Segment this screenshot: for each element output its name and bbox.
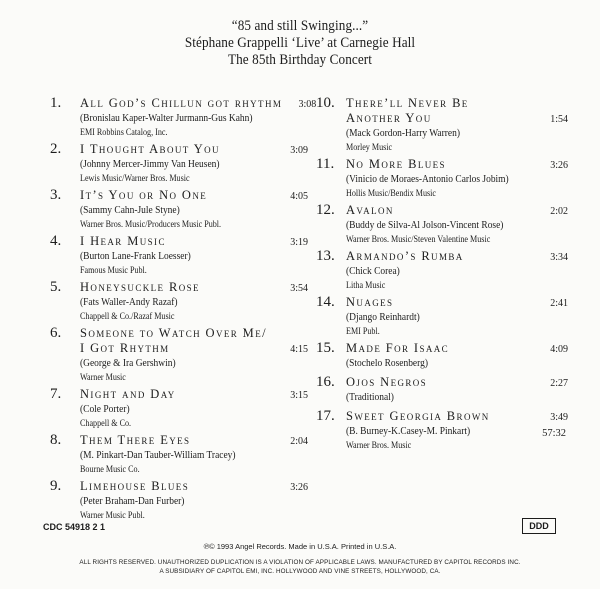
track-composers: (Chick Corea) [346, 266, 400, 277]
track-publisher: Hollis Music/Bendix Music [346, 188, 437, 198]
track-item [50, 326, 308, 383]
track-publisher: Warner Bros. Music/Steven Valentine Music [346, 234, 491, 244]
track-publisher: Morley Music [346, 142, 393, 152]
copyright-line: ℗© 1993 Angel Records. Made in U.S.A. Printed in U.S.A. [203, 542, 397, 551]
track-duration: 3:09 [290, 145, 308, 156]
track-duration: 4:15 [290, 344, 308, 355]
track-title: I Hear Music [80, 234, 166, 248]
track-composers: (Bronislau Kaper-Walter Jurmann-Gus Kahn) [80, 113, 253, 124]
track-composers: (Django Reinhardt) [346, 312, 420, 323]
track-duration: 3:34 [550, 252, 568, 263]
track-details [50, 158, 308, 184]
track-composers: (Stochelo Rosenberg) [346, 358, 428, 369]
total-time: 57:32 [542, 428, 566, 439]
track-publisher: Bourne Music Co. [80, 464, 140, 474]
track-details [316, 173, 568, 199]
track-duration: 2:04 [290, 436, 308, 447]
track-publisher: Warner Music Publ. [80, 510, 145, 520]
track-title: Honeysuckle Rose [80, 280, 200, 294]
track-duration: 2:02 [550, 206, 568, 217]
track-title: Them There Eyes [80, 433, 191, 447]
track-number: 6. [50, 325, 62, 341]
track-number: 4. [50, 233, 62, 249]
track-duration: 2:27 [550, 378, 568, 389]
track-composers: (George & Ira Gershwin) [80, 358, 176, 369]
track-item [316, 375, 568, 405]
track-details [50, 449, 308, 475]
album-title-block [0, 18, 600, 69]
track-header [50, 280, 308, 296]
track-composers: (B. Burney-K.Casey-M. Pinkart) [346, 426, 471, 437]
track-number: 5. [50, 279, 62, 295]
track-number: 14. [316, 294, 335, 310]
track-item [50, 280, 308, 322]
track-header [316, 409, 568, 425]
track-publisher: EMI Publ. [346, 326, 380, 336]
track-composers: (Peter Braham-Dan Furber) [80, 496, 185, 507]
track-header [50, 387, 308, 403]
track-publisher: Lewis Music/Warner Bros. Music [80, 173, 190, 183]
track-duration: 3:54 [290, 283, 308, 294]
track-details [316, 111, 568, 153]
track-item [50, 188, 308, 230]
tracklist-left-column [50, 95, 317, 525]
track-composers: (Traditional) [346, 392, 394, 403]
track-title: Someone to Watch Over Me/ [80, 326, 267, 340]
track-duration: 1:54 [550, 114, 568, 125]
track-composers: (Cole Porter) [80, 404, 130, 415]
track-item [50, 234, 308, 276]
track-item [50, 387, 308, 429]
track-number: 17. [316, 408, 335, 424]
track-details [50, 112, 308, 138]
track-details [50, 296, 308, 322]
track-details [50, 204, 308, 230]
track-publisher: Warner Bros. Music/Producers Music Publ. [80, 219, 222, 229]
track-title: Sweet Georgia Brown [346, 409, 490, 423]
album-subtitle: The 85th Birthday Concert [227, 52, 373, 68]
track-title: Ojos Negros [346, 375, 428, 389]
track-composers: (Sammy Cahn-Jule Styne) [80, 205, 180, 216]
track-details [50, 403, 308, 429]
track-details [316, 219, 568, 245]
track-title-continued: Another You [346, 111, 432, 125]
track-item [316, 203, 568, 245]
track-header [50, 142, 308, 158]
track-details [50, 341, 308, 383]
track-publisher: Chappell & Co./Razaf Music [80, 311, 175, 321]
track-number: 10. [316, 95, 335, 111]
track-title: All God’s Chillun got rhythm [80, 96, 283, 110]
album-title: Stéphane Grappelli ‘Live’ at Carnegie Hall [184, 35, 416, 51]
track-header [316, 249, 568, 265]
track-duration: 3:26 [290, 482, 308, 493]
track-number: 15. [316, 340, 335, 356]
track-composers: (Buddy de Silva-Al Jolson-Vincent Rose) [346, 220, 504, 231]
track-details [50, 495, 308, 521]
track-duration: 2:41 [550, 298, 568, 309]
track-number: 16. [316, 374, 335, 390]
track-title: Limehouse Blues [80, 479, 190, 493]
track-composers: (Mack Gordon-Harry Warren) [346, 128, 460, 139]
track-item [316, 295, 568, 337]
track-item [50, 433, 308, 475]
track-publisher: Warner Bros. Music [346, 440, 412, 450]
track-duration: 4:09 [550, 344, 568, 355]
ddd-badge: DDD [522, 518, 556, 534]
track-number: 3. [50, 187, 62, 203]
track-header [316, 157, 568, 173]
track-details [316, 265, 568, 291]
track-number: 9. [50, 478, 62, 494]
track-number: 7. [50, 386, 62, 402]
track-title: Night and Day [80, 387, 176, 401]
track-item [316, 249, 568, 291]
track-composers: (Burton Lane-Frank Loesser) [80, 251, 191, 262]
legal-line: A SUBSIDIARY OF CAPITOL EMI, INC. HOLLYWOOD AND VINE STREETS, HOLLYWOOD, CA. [159, 568, 441, 575]
track-title: There’ll Never Be [346, 96, 469, 110]
track-title-continued: I Got Rhythm [80, 341, 170, 355]
track-title: Made For Isaac [346, 341, 450, 355]
track-header [50, 433, 308, 449]
track-composers: (Vinicio de Moraes-Antonio Carlos Jobim) [346, 174, 509, 185]
track-title: Armando’s Rumba [346, 249, 464, 263]
track-title: Nuages [346, 295, 394, 309]
track-title: No More Blues [346, 157, 446, 171]
track-number: 2. [50, 141, 62, 157]
track-item [316, 96, 568, 153]
track-publisher: EMI Robbins Catalog, Inc. [80, 127, 168, 137]
track-details [50, 250, 308, 276]
track-header [50, 188, 308, 204]
track-number: 13. [316, 248, 335, 264]
legal-line: ALL RIGHTS RESERVED. UNAUTHORIZED DUPLICATION IS A VIOLATION OF APPLICABLE LAWS. MANUFACTURED BY CAPITOL RECORDS INC. [79, 559, 521, 566]
track-title: It’s You or No One [80, 188, 208, 202]
legal-notice [0, 558, 600, 576]
track-number: 8. [50, 432, 62, 448]
album-tagline: “85 and still Swinging...” [231, 18, 369, 34]
track-header [316, 375, 568, 391]
track-publisher: Litha Music [346, 280, 386, 290]
track-header [316, 341, 568, 357]
track-title: Avalon [346, 203, 394, 217]
track-composers: (M. Pinkart-Dan Tauber-William Tracey) [80, 450, 236, 461]
track-publisher: Famous Music Publ. [80, 265, 147, 275]
track-composers: (Fats Waller-Andy Razaf) [80, 297, 178, 308]
track-duration: 3:49 [550, 412, 568, 423]
track-details [316, 311, 568, 337]
track-details [316, 357, 568, 371]
track-item [316, 341, 568, 371]
track-duration: 3:15 [290, 390, 308, 401]
track-title-continued-row [80, 341, 308, 357]
tracklist-right-column [316, 96, 568, 455]
track-publisher: Warner Music [80, 372, 126, 382]
track-item [50, 142, 308, 184]
track-header [50, 234, 308, 250]
track-publisher: Chappell & Co. [80, 418, 132, 428]
track-header [316, 295, 568, 311]
track-duration: 3:19 [290, 237, 308, 248]
track-composers: (Johnny Mercer-Jimmy Van Heusen) [80, 159, 220, 170]
track-title: I Thought About You [80, 142, 220, 156]
track-details [316, 391, 568, 405]
track-header [316, 203, 568, 219]
track-number: 12. [316, 202, 335, 218]
track-number: 1. [50, 95, 62, 111]
track-header [50, 326, 308, 341]
catalog-number: CDC 54918 2 1 [43, 522, 106, 532]
track-item [50, 479, 308, 521]
track-duration: 3:26 [550, 160, 568, 171]
track-header [50, 95, 317, 112]
track-header [50, 479, 308, 495]
track-number: 11. [316, 156, 335, 172]
track-duration: 4:05 [290, 191, 308, 202]
track-header [316, 96, 568, 111]
track-item [50, 95, 317, 138]
track-title-continued-row [346, 111, 568, 127]
track-duration: 3:08 [298, 99, 317, 110]
track-item [316, 157, 568, 199]
